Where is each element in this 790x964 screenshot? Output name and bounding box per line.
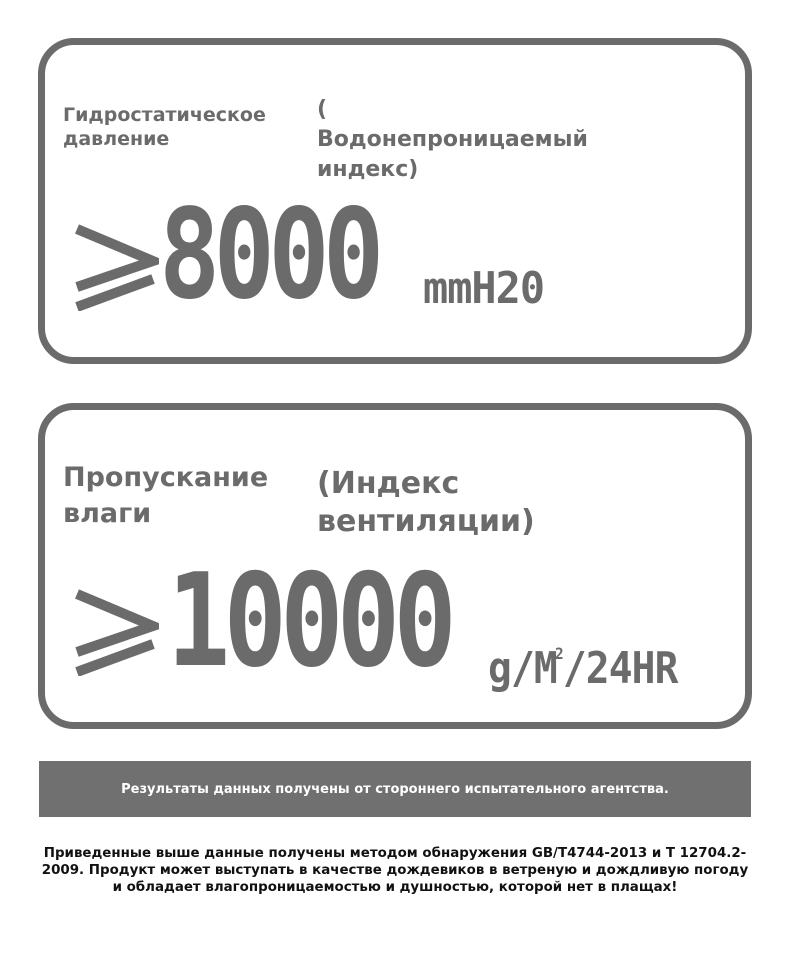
greater-or-equal-icon [73, 586, 159, 676]
hydrostatic-pressure-unit: mmH20 [423, 263, 545, 314]
moisture-permeability-value: 10000 [167, 547, 451, 696]
banner-text: Результаты данных получены от стороннего испытательного агентства. [121, 781, 669, 797]
greater-or-equal-icon [73, 221, 159, 311]
moisture-permeability-label: Пропускание влаги [63, 462, 269, 529]
hydrostatic-pressure-card [38, 38, 752, 364]
waterproof-index-label: ( Водонепроницаемый индекс) [317, 97, 588, 182]
moisture-permeability-card [38, 403, 752, 729]
hydrostatic-pressure-value: 8000 [159, 183, 378, 327]
unit-superscript: 2 [555, 644, 563, 663]
moisture-permeability-unit [488, 632, 678, 694]
ventilation-index-label: (Индекс вентиляции) [317, 466, 535, 539]
test-method-footnote: Приведенные выше данные получены методом обнаружения GB/T4744-2013 и T 12704.2-2009. Продукт может выступать в качестве дождевиков в ветреную и дождливую погоду и обладает влагопроницаемостью и душностью, которой нет в плащах! [41, 846, 749, 895]
unit-tail: /24HR [562, 643, 678, 694]
unit-main: g/M [488, 643, 557, 694]
hydrostatic-pressure-label: Гидростатическое давление [63, 104, 266, 150]
third-party-testing-banner [39, 761, 751, 817]
